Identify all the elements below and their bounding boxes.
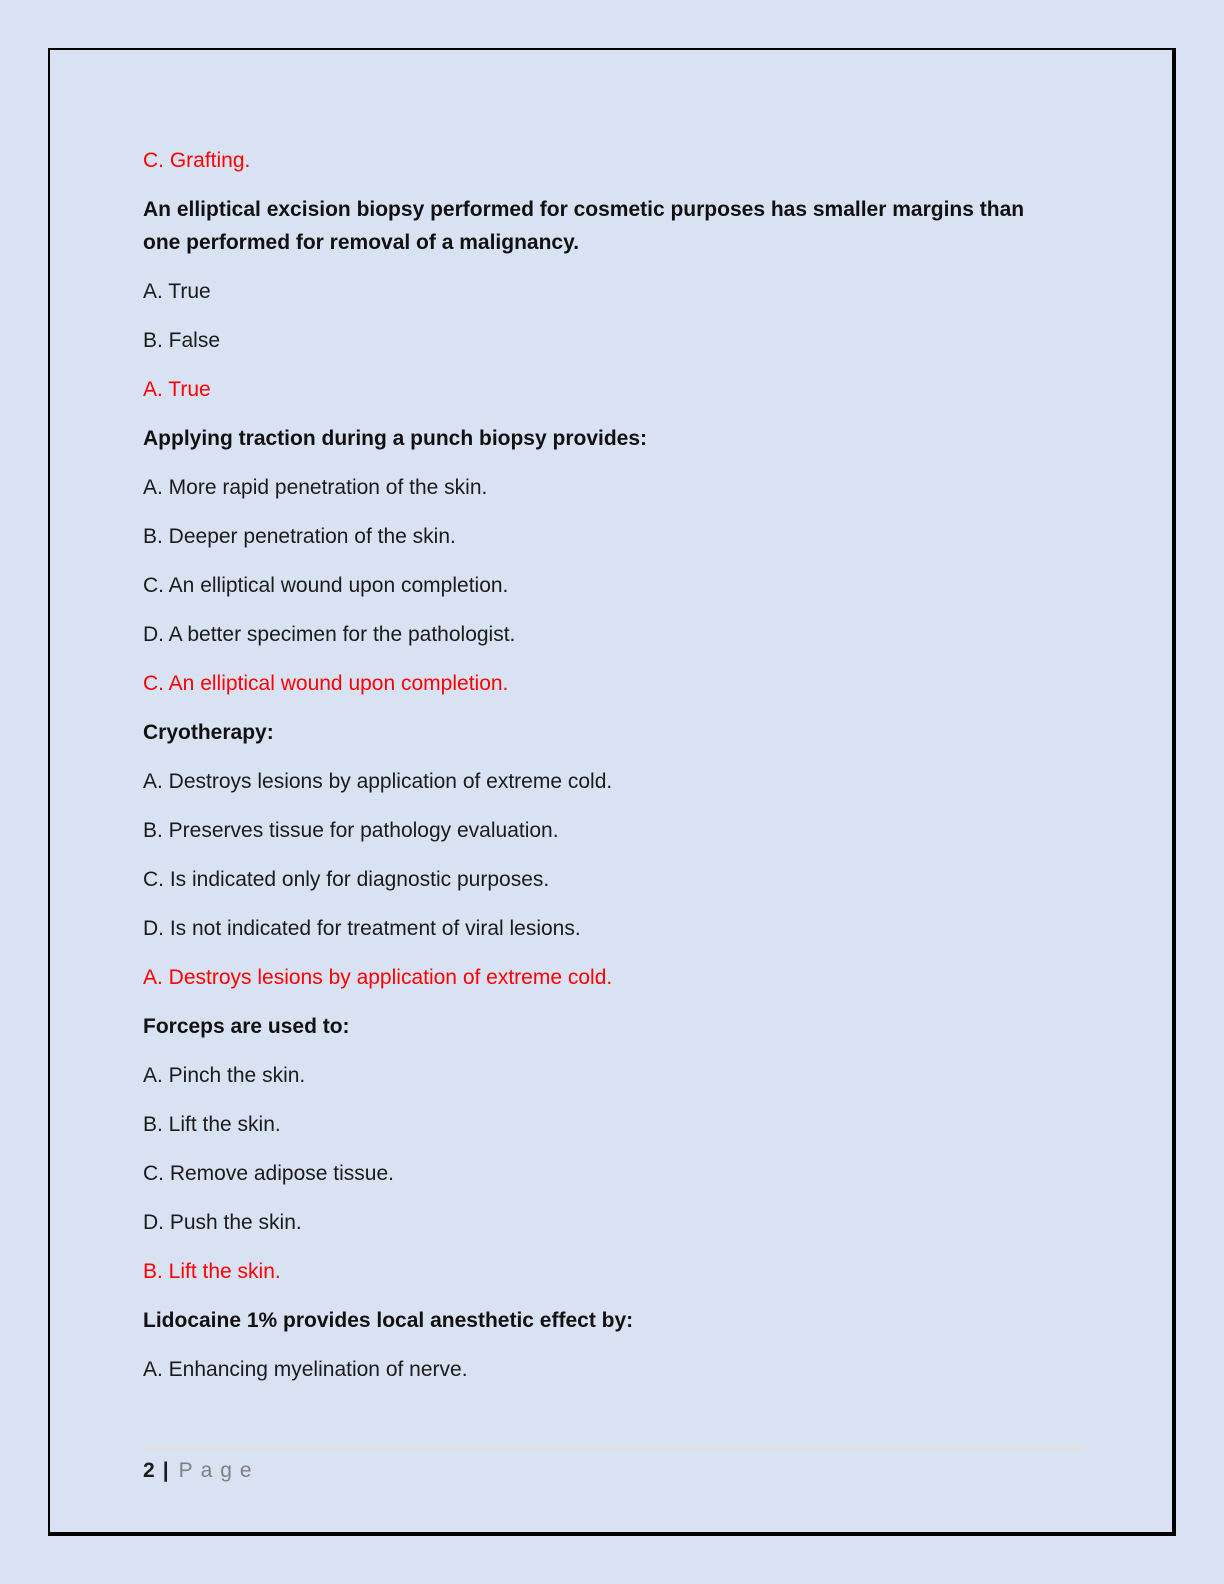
option-text: B. False: [143, 329, 221, 352]
answer-text: B. Lift the skin.: [143, 1260, 281, 1283]
question-text: Forceps are used to:: [143, 1015, 350, 1038]
option-text: B. Deeper penetration of the skin.: [143, 525, 456, 548]
document-content: [143, 144, 1058, 1402]
answer-text: C. An elliptical wound upon completion.: [143, 672, 509, 695]
question-text: Applying traction during a punch biopsy provides:: [143, 427, 648, 450]
option-text: B. Preserves tissue for pathology evaluation.: [143, 819, 559, 842]
option-text: D. Push the skin.: [143, 1211, 302, 1234]
answer-text: A. Destroys lesions by application of extreme cold.: [143, 966, 613, 989]
question-text: Cryotherapy:: [143, 721, 274, 744]
option-text: C. Is indicated only for diagnostic purposes.: [143, 868, 550, 891]
option-text: A. True: [143, 280, 211, 303]
option-text: C. An elliptical wound upon completion.: [143, 574, 509, 597]
option-text: A. Destroys lesions by application of extreme cold.: [143, 770, 613, 793]
footer-separator: |: [162, 1459, 169, 1482]
answer-text: A. True: [143, 378, 211, 401]
option-text: A. Pinch the skin.: [143, 1064, 306, 1087]
option-text: D. A better specimen for the pathologist.: [143, 623, 516, 646]
footer-page-label: Page: [178, 1459, 260, 1482]
option-text: A. Enhancing myelination of nerve.: [143, 1358, 468, 1381]
question-text: An elliptical excision biopsy performed for cosmetic purposes has smaller margins than one performed for removal of a malignancy.: [143, 198, 1025, 254]
option-text: D. Is not indicated for treatment of viral lesions.: [143, 917, 581, 940]
answer-text: C. Grafting.: [143, 149, 251, 172]
footer-page-number: 2: [143, 1459, 155, 1482]
option-text: A. More rapid penetration of the skin.: [143, 476, 488, 499]
page-footer: [143, 1447, 1084, 1483]
question-text: Lidocaine 1% provides local anesthetic effect by:: [143, 1309, 634, 1332]
option-text: B. Lift the skin.: [143, 1113, 281, 1136]
option-text: C. Remove adipose tissue.: [143, 1162, 394, 1185]
